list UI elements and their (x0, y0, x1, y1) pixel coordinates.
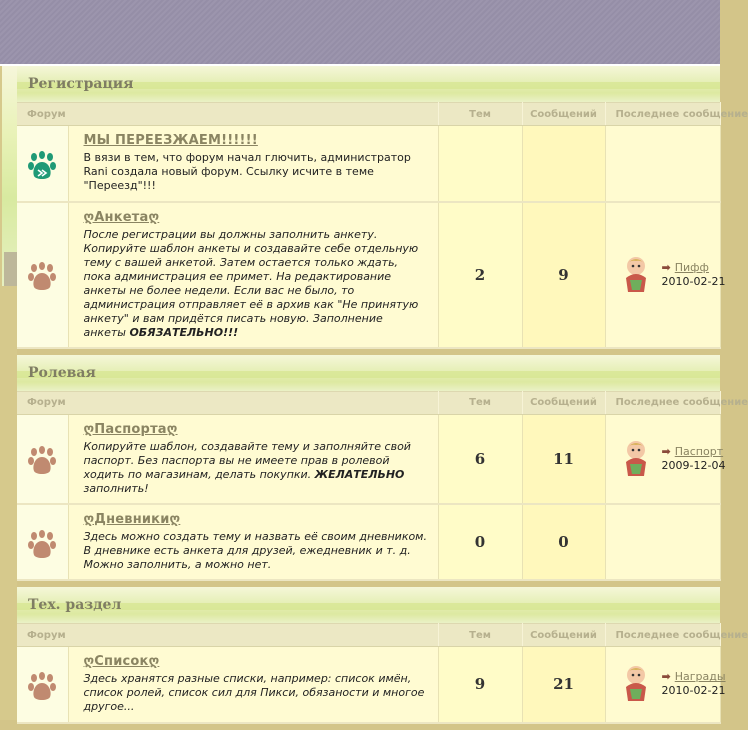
paw-icon (27, 672, 57, 702)
forum-link[interactable]: ღСписокღ (83, 654, 160, 670)
forum-description: После регистрации вы должны заполнить анкету. Копируйте шаблон анкеты и создавайте себе отдельную тему с вашей анкетой. Затем остается только ждать, пока администрация ее примет. На редактирование анкеты не более недели. Если вас не было, то администрация отправляет её в архив как "Не принятую анкету" и вам придётся писать новую. Заполнение анкеты ОБЯЗАТЕЛЬНО!!! (83, 227, 419, 339)
column-last-post: Последнее сообщение (605, 624, 720, 647)
forum-status (17, 126, 68, 202)
forum-row (17, 202, 720, 348)
topics-count: 0 (438, 504, 522, 580)
messages-count (522, 126, 605, 202)
forum-link[interactable]: МЫ ПЕРЕЕЗЖАЕМ!!!!!! (83, 133, 258, 149)
forum-description: Здесь можно создать тему и назвать её своим дневником. В дневнике есть анкета для друзей, ежедневник и т. д. Можно заполнить, а можно нет. (83, 530, 427, 571)
category-registration (17, 66, 748, 349)
topics-count: 6 (438, 414, 522, 504)
last-topic-link[interactable]: Пифф (674, 260, 709, 274)
messages-count: 0 (522, 504, 605, 580)
forum-status (17, 414, 68, 504)
forum-description: Копируйте шаблон, создавайте тему и заполняйте свой паспорт. Без паспорта вы не имеете прав в ролевой ходить по магазинам, делать покупки. ЖЕЛАТЕЛЬНО заполнить! (83, 439, 411, 495)
last-post (605, 202, 726, 348)
last-post (605, 126, 720, 202)
topics-count: 2 (438, 202, 522, 348)
last-post (605, 414, 726, 504)
left-decoration (2, 66, 17, 286)
last-post-date: 2009-12-04 (661, 458, 726, 472)
forum-row (17, 504, 720, 580)
category-header (17, 66, 720, 102)
category-header (17, 587, 720, 623)
forum-row (17, 647, 720, 723)
column-header-row (17, 391, 720, 414)
category-header (17, 355, 720, 391)
forum-description: Здесь хранятся разные списки, например: список имён, список ролей, список сил для Пикси, обязаности и многое другое... (83, 672, 425, 714)
column-topics: Тем (438, 624, 522, 647)
messages-count: 21 (522, 647, 605, 723)
paw-icon (27, 530, 57, 560)
forum-link[interactable]: ღПаспортаღ (83, 421, 178, 437)
top-banner (0, 0, 720, 66)
forum-status (17, 202, 68, 348)
category-title: Регистрация (28, 76, 134, 92)
column-forum: Форум (17, 391, 438, 414)
last-topic-link[interactable]: Награды (674, 670, 726, 684)
forum-index (17, 66, 748, 730)
column-header-row (17, 624, 720, 647)
last-topic-link[interactable]: Паспорт (674, 444, 724, 458)
column-forum: Форум (17, 624, 438, 647)
last-post-date: 2010-02-21 (661, 684, 726, 698)
category-roleplay (17, 355, 748, 582)
topics-count: 9 (438, 647, 522, 723)
topics-count (438, 126, 522, 202)
column-messages: Сообщений (522, 391, 605, 414)
column-last-post: Последнее сообщение (605, 391, 720, 414)
paw-icon (27, 262, 57, 292)
column-topics: Тем (438, 391, 522, 414)
category-title: Ролевая (28, 364, 96, 381)
category-tech (17, 587, 748, 724)
avatar[interactable] (620, 256, 652, 294)
emphasis-text: ОБЯЗАТЕЛЬНО!!! (129, 325, 239, 339)
arrow-right-icon: ➡ (661, 260, 671, 274)
column-header-row (17, 103, 720, 126)
forum-info (68, 414, 438, 504)
forum-description: В вязи в тем, что форум начал глючить, администратор Rani создала новый форум. Ссылку исчите в теме "Переезд"!!! (83, 151, 411, 193)
last-post-date: 2010-02-21 (661, 274, 726, 288)
forum-row (17, 126, 720, 202)
forum-info (68, 126, 438, 202)
forum-info (68, 647, 438, 723)
paw-icon (27, 446, 57, 476)
column-forum: Форум (17, 103, 438, 126)
forum-link[interactable]: ღДневникиღ (83, 512, 181, 527)
forum-info (68, 202, 438, 348)
emphasis-text: ЖЕЛАТЕЛЬНО (314, 467, 405, 481)
messages-count: 11 (522, 414, 605, 504)
arrow-right-icon: ➡ (661, 670, 671, 684)
column-messages: Сообщений (522, 103, 605, 126)
category-title: Тех. раздел (28, 597, 122, 613)
avatar[interactable] (620, 665, 652, 703)
forum-status (17, 647, 68, 723)
forum-info (68, 504, 438, 580)
column-last-post: Последнее сообщение (605, 103, 720, 126)
last-post (605, 504, 720, 580)
forum-status (17, 504, 68, 580)
column-topics: Тем (438, 103, 522, 126)
paw-moved-icon (27, 151, 57, 181)
arrow-right-icon: ➡ (661, 444, 671, 458)
column-messages: Сообщений (522, 624, 605, 647)
messages-count: 9 (522, 202, 605, 348)
avatar[interactable] (620, 440, 652, 478)
forum-link[interactable]: ღАнкетаღ (83, 209, 160, 225)
last-post (605, 647, 726, 723)
forum-row (17, 414, 720, 504)
